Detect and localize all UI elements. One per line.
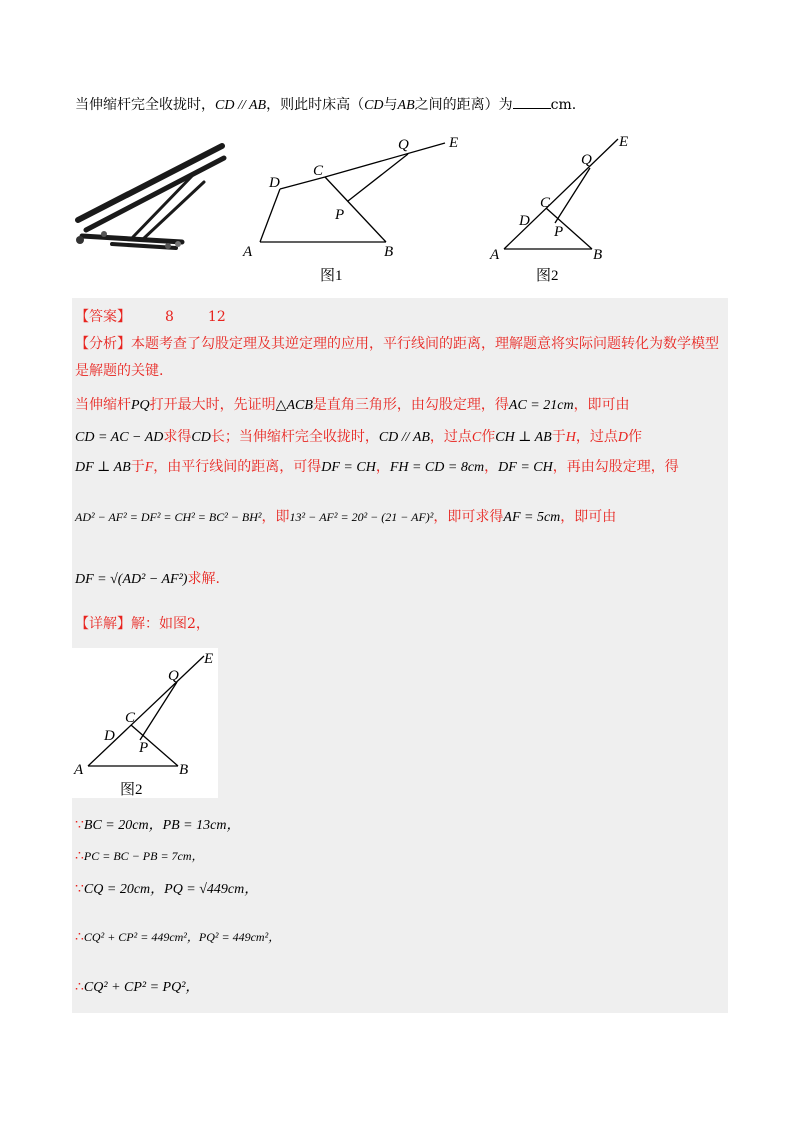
fig3-label-A: A: [74, 762, 84, 778]
answer-tag: 【答案】: [75, 309, 131, 325]
fig2-label-Q: Q: [581, 152, 592, 168]
fig1-label-A: A: [243, 244, 253, 260]
fig2-label-B: B: [593, 247, 603, 263]
analysis-line-5: DF ⊥ AB于F，由平行线间的距离，可得DF = CH，FH = CD = 8cm，DF = CH，再由勾股定理，得: [75, 459, 679, 475]
fig2-label-P: P: [554, 224, 564, 240]
fig1-caption: 图1: [320, 268, 343, 284]
fig2-label-A: A: [490, 247, 500, 263]
fig2-label-E: E: [619, 134, 629, 150]
analysis-line-7: DF = √(AD² − AF²)求解.: [75, 571, 220, 587]
fig1-label-D: D: [269, 175, 280, 191]
fig2-label-C: C: [540, 195, 551, 211]
figure-2: [486, 128, 646, 288]
fig3-label-B: B: [179, 762, 189, 778]
fig3-label-E: E: [204, 651, 214, 667]
fig1-label-E: E: [449, 135, 459, 151]
fig1-label-Q: Q: [398, 137, 409, 153]
fig2-caption: 图2: [536, 268, 559, 284]
detail-step-1: ∵BC = 20cm，PB = 13cm，: [75, 817, 241, 833]
detail-step-3: ∵CQ = 20cm，PQ = √449cm，: [75, 881, 259, 897]
fig3-label-P: P: [139, 740, 149, 756]
analysis-line-2: 是解题的关键.: [75, 363, 164, 379]
analysis-tag: 【分析】: [75, 336, 131, 352]
answer-blank: [513, 96, 551, 109]
answer-value-1: 8: [165, 309, 174, 325]
fig1-label-P: P: [335, 207, 345, 223]
figure-1: [240, 128, 470, 288]
analysis-line-3: 当伸缩杆PQ打开最大时，先证明△ACB是直角三角形，由勾股定理，得AC = 21cm，即可由: [75, 397, 630, 413]
detail-step-2: ∴PC = BC − PB = 7cm，: [75, 848, 204, 864]
fig3-caption: 图2: [120, 782, 143, 798]
detail-step-4: ∴CQ² + CP² = 449cm²，PQ² = 449cm²，: [75, 929, 281, 945]
bed-mechanism-photo: [72, 136, 232, 260]
analysis-line-6: AD² − AF² = DF² = CH² = BC² − BH²，即13² − AF² = 20² − (21 − AF)²，即可求得AF = 5cm，即可由: [75, 509, 617, 525]
detail-tag: 【详解】: [75, 616, 131, 632]
fig2-label-D: D: [519, 213, 530, 229]
answer-value-2: 12: [207, 309, 226, 325]
analysis-line-1: 【分析】本题考查了勾股定理及其逆定理的应用，平行线间的距离，理解题意将实际问题转化为数学模型: [75, 336, 719, 352]
detail-step-5: ∴CQ² + CP² = PQ²，: [75, 979, 200, 995]
fig1-label-B: B: [384, 244, 394, 260]
figure-2-solution: [72, 648, 218, 798]
analysis-line-4: CD = AC − AD求得CD长；当伸缩杆完全收拢时，CD // AB，过点C作CH ⊥ AB于H，过点D作: [75, 429, 642, 445]
detail-line: 【详解】解：如图2，: [75, 616, 210, 632]
question-line: 当伸缩杆完全收拢时，CD // AB，则此时床高（CD与AB之间的距离）为 cm.: [75, 97, 577, 113]
fig3-label-D: D: [104, 728, 115, 744]
fig1-label-C: C: [313, 163, 324, 179]
fig3-label-Q: Q: [168, 668, 179, 684]
fig3-label-C: C: [125, 710, 136, 726]
answer-line: [75, 308, 226, 326]
